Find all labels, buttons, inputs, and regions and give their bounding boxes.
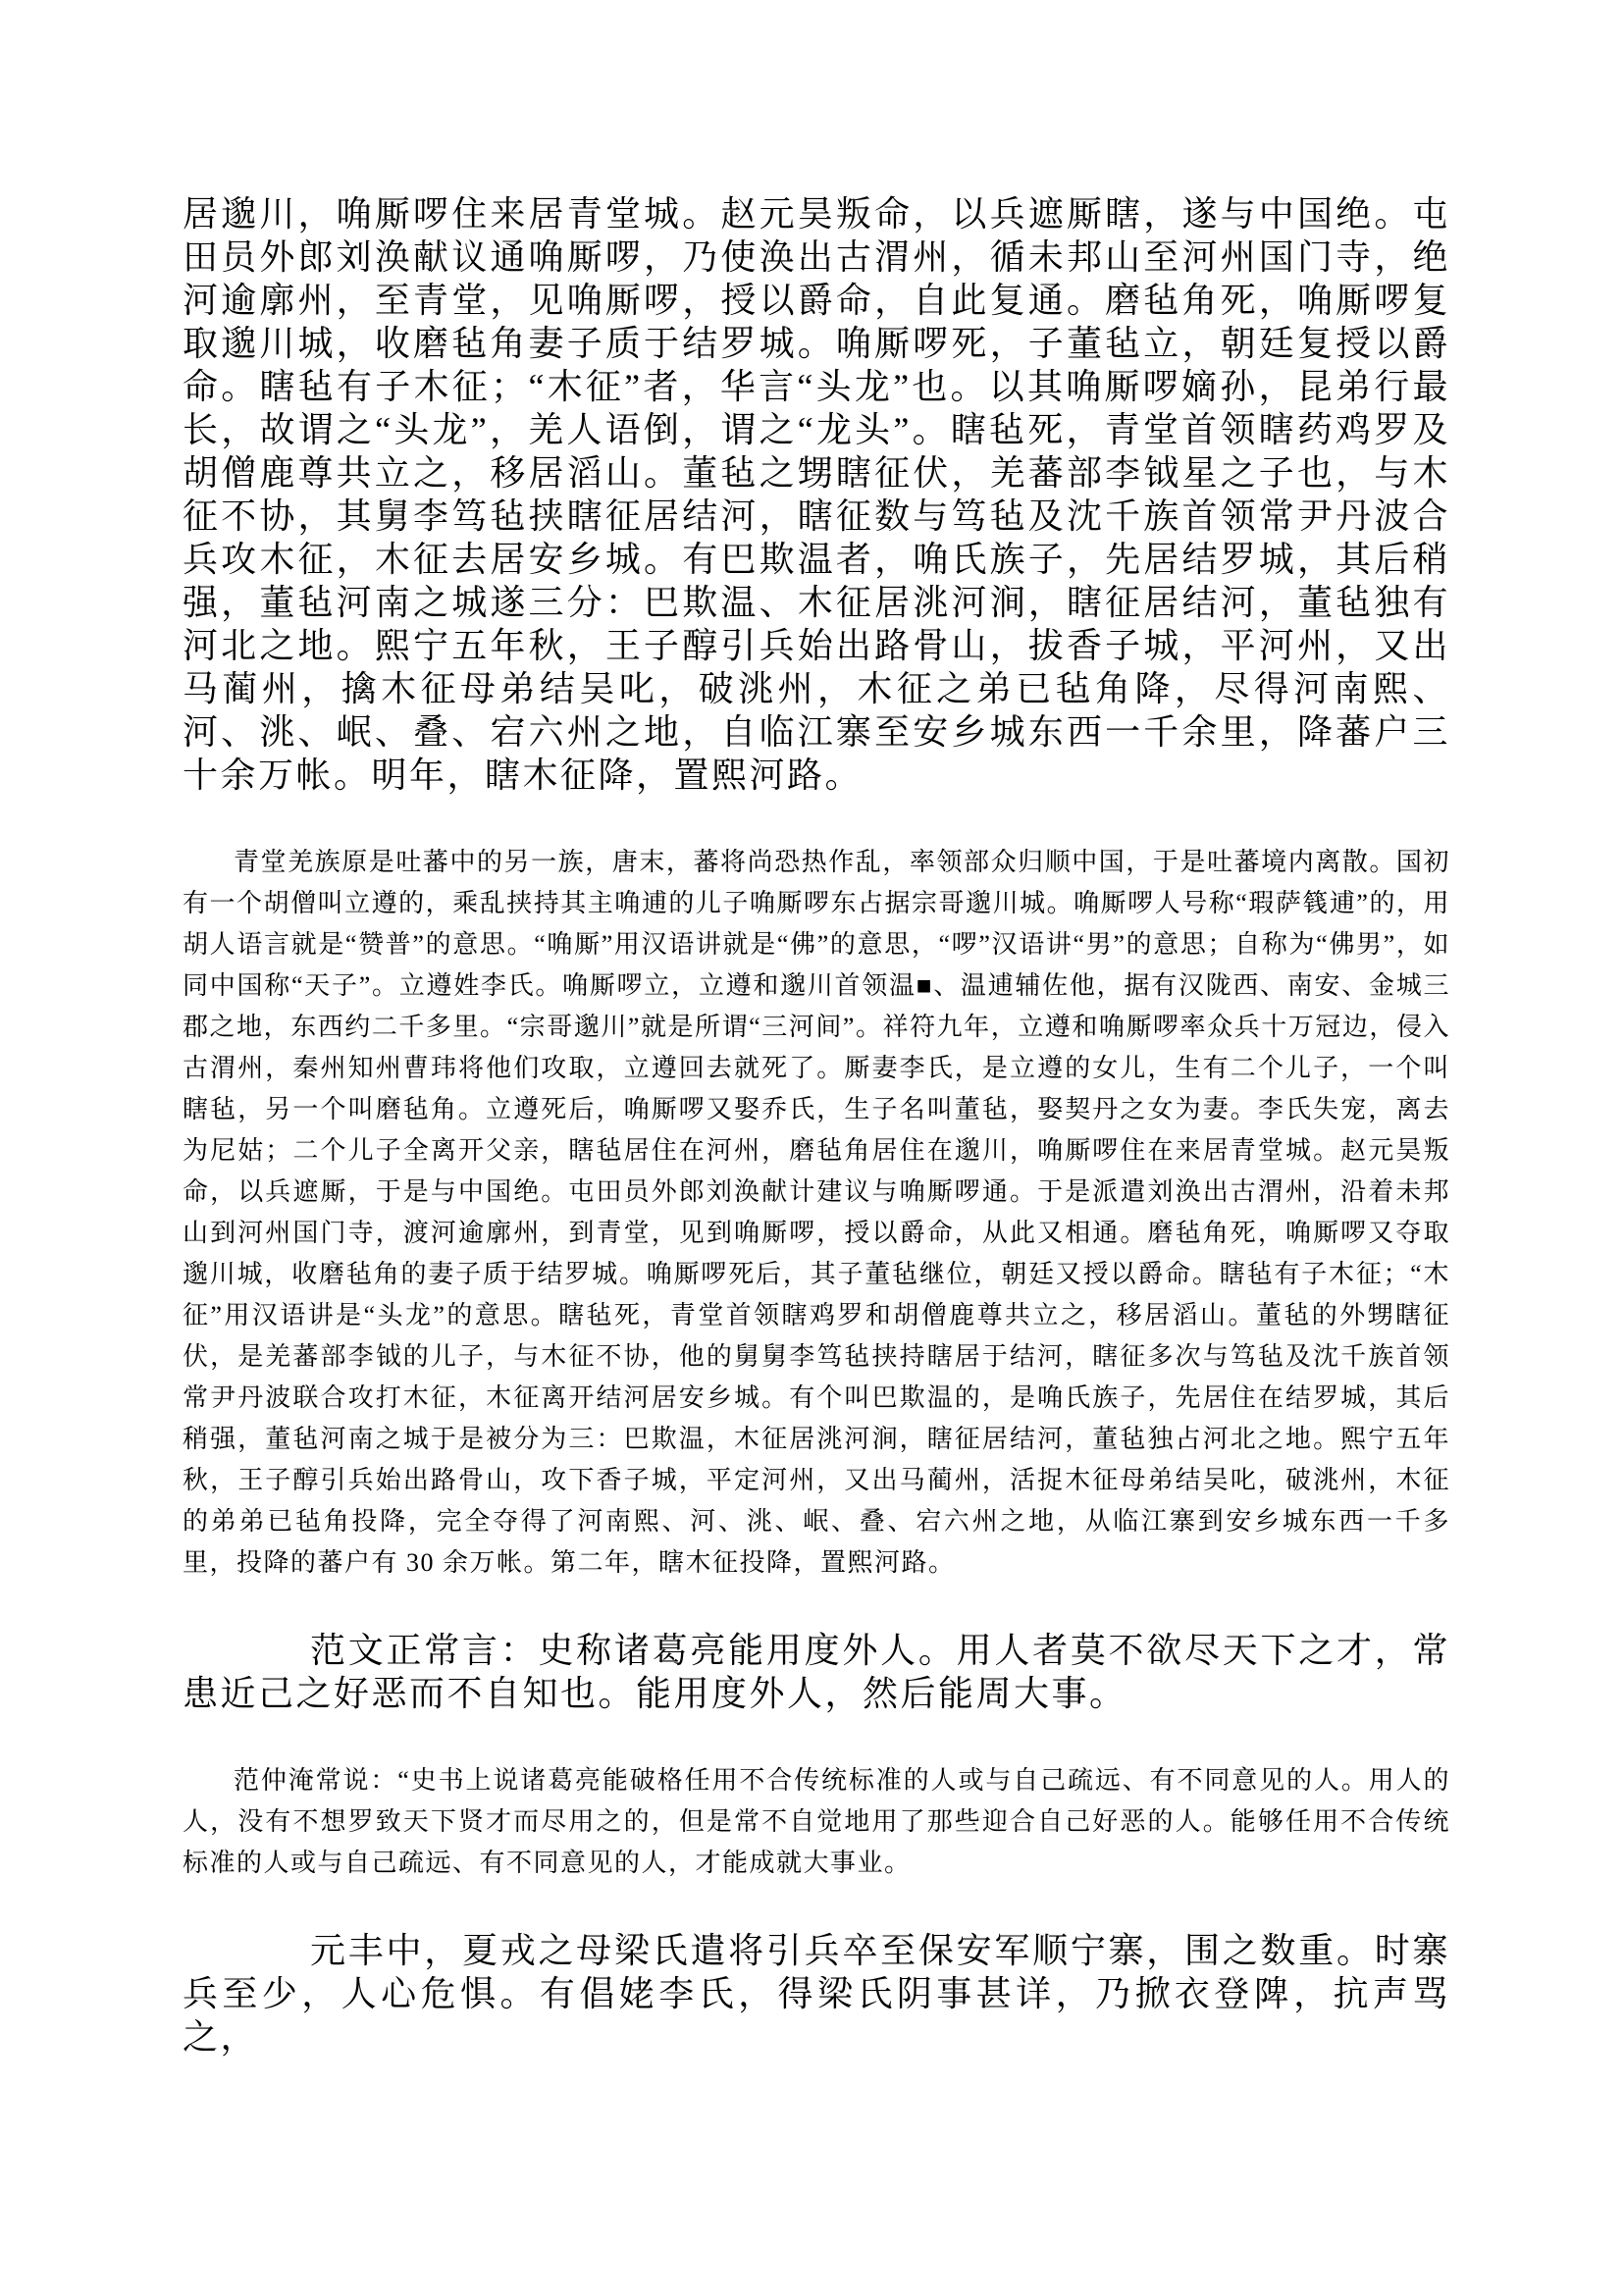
- classical-text-paragraph-2: 范文正常言：史称诸葛亮能用度外人。用人者莫不欲尽天下之才，常患近己之好恶而不自知也。能用度外人，然后能周大事。: [183, 1631, 1450, 1713]
- classical-text-paragraph-3: 元丰中，夏戎之母梁氏遣将引兵卒至保安军顺宁寨，围之数重。时寨兵至少，人心危惧。有倡姥李氏，得梁氏阴事甚详，乃掀衣登陴，抗声骂之，: [183, 1931, 1450, 2057]
- classical-text-paragraph-1: 居邈川，唃厮啰住来居青堂城。赵元昊叛命，以兵遮厮瞎，遂与中国绝。屯田员外郎刘涣献议通唃厮啰，乃使涣出古渭州，循未邦山至河州国门寺，绝河逾廓州，至青堂，见唃厮啰，授以爵命，自此复通。磨毡角死，唃厮啰复取邈川城，收磨毡角妻子质于结罗城。唃厮啰死，子董毡立，朝廷复授以爵命。瞎毡有子木征；“木征”者，华言“头龙”也。以其唃厮啰嫡孙，昆弟行最长，故谓之“头龙”，羌人语倒，谓之“龙头”。瞎毡死，青堂首领瞎药鸡罗及胡僧鹿尊共立之，移居滔山。董毡之甥瞎征伏，羌蕃部李钺星之子也，与木征不协，其舅李笃毡挟瞎征居结河，瞎征数与笃毡及沈千族首领常尹丹波合兵攻木征，木征去居安乡城。有巴欺温者，唃氏族子，先居结罗城，其后稍强，董毡河南之城遂三分：巴欺温、木征居洮河涧，瞎征居结河，董毡独有河北之地。熙宁五年秋，王子醇引兵始出路骨山，拔香子城，平河州，又出马蔺州，擒木征母弟结吴叱，破洮州，木征之弟已毡角降，尽得河南熙、河、洮、岷、叠、宕六州之地，自临江寨至安乡城东西一千余里，降蕃户三十余万帐。明年，瞎木征降，置熙河路。: [183, 194, 1450, 795]
- translation-paragraph-2: 范仲淹常说：“史书上说诸葛亮能破格任用不合传统标准的人或与自己疏远、有不同意见的人。用人的人，没有不想罗致天下贤才而尽用之的，但是常不自觉地用了那些迎合自己好恶的人。能够任用不合传统标准的人或与自己疏远、有不同意见的人，才能成就大事业。: [183, 1766, 1450, 1877]
- text-content-block: [183, 192, 1450, 2059]
- translation-paragraph-1: 青堂羌族原是吐蕃中的另一族，唐末，蕃将尚恐热作乱，率领部众归顺中国，于是吐蕃境内离散。国初有一个胡僧叫立遵的，乘乱挟持其主唃逋的儿子唃厮啰东占据宗哥邈川城。唃厮啰人号称“瑕萨篯逋”的，用胡人语言就是“赞普”的意思。“唃厮”用汉语讲就是“佛”的意思，“啰”汉语讲“男”的意思；自称为“佛男”，如同中国称“天子”。立遵姓李氏。唃厮啰立，立遵和邈川首领温■、温逋辅佐他，据有汉陇西、南安、金城三郡之地，东西约二千多里。“宗哥邈川”就是所谓“三河间”。祥符九年，立遵和唃厮啰率众兵十万冠边，侵入古渭州，秦州知州曹玮将他们攻取，立遵回去就死了。厮妻李氏，是立遵的女儿，生有二个儿子，一个叫瞎毡，另一个叫磨毡角。立遵死后，唃厮啰又娶乔氏，生子名叫董毡，娶契丹之女为妻。李氏失宠，离去为尼姑；二个儿子全离开父亲，瞎毡居住在河州，磨毡角居住在邈川，唃厮啰住在来居青堂城。赵元昊叛命，以兵遮厮，于是与中国绝。屯田员外郎刘涣献计建议与唃厮啰通。于是派遣刘涣出古渭州，沿着未邦山到河州国门寺，渡河逾廓州，到青堂，见到唃厮啰，授以爵命，从此又相通。磨毡角死，唃厮啰又夺取邈川城，收磨毡角的妻子质于结罗城。唃厮啰死后，其子董毡继位，朝廷又授以爵命。瞎毡有子木征；“木征”用汉语讲是“头龙”的意思。瞎毡死，青堂首领瞎鸡罗和胡僧鹿尊共立之，移居滔山。董毡的外甥瞎征伏，是羌蕃部李钺的儿子，与木征不协，他的舅舅李笃毡挟持瞎居于结河，瞎征多次与笃毡及沈千族首领常尹丹波联合攻打木征，木征离开结河居安乡城。有个叫巴欺温的，是唃氏族子，先居住在结罗城，其后稍强，董毡河南之城于是被分为三：巴欺温，木征居洮河涧，瞎征居结河，董毡独占河北之地。熙宁五年秋，王子醇引兵始出路骨山，攻下香子城，平定河州，又出马蔺州，活捉木征母弟结吴叱，破洮州，木征的弟弟已毡角投降，完全夺得了河南熙、河、洮、岷、叠、宕六州之地，从临江寨到安乡城东西一千多里，投降的蕃户有 30 余万帐。第二年，瞎木征投降，置熙河路。: [183, 848, 1450, 1577]
